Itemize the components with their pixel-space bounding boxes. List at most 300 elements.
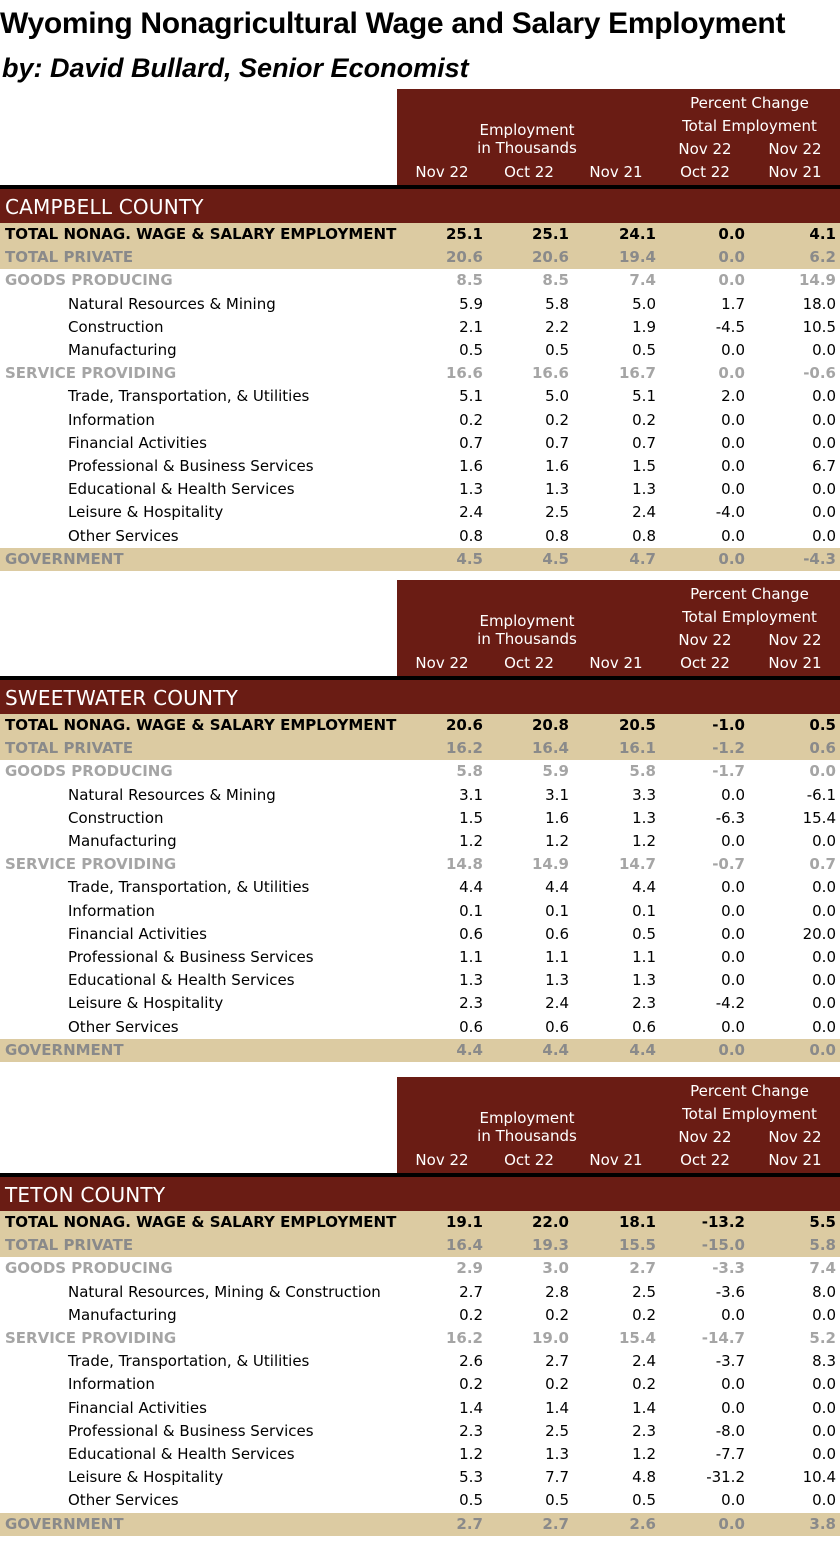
table-cell: 5.5: [809, 1213, 836, 1231]
table-row: [0, 876, 840, 899]
column-header: [397, 580, 840, 676]
table-cell: 1.9: [632, 317, 656, 336]
employment-header-line: in Thousands: [477, 1127, 577, 1145]
row-label: Trade, Transportation, & Utilities: [68, 387, 310, 406]
county-title-band: [0, 680, 840, 714]
table-cell: 1.1: [459, 948, 483, 966]
table-cell: 0.0: [812, 387, 836, 406]
table-cell: 4.5: [456, 549, 483, 568]
table-cell: 4.4: [545, 878, 569, 897]
row-label: SERVICE PROVIDING: [5, 364, 177, 383]
table-cell: 0.2: [632, 1305, 656, 1324]
column-header-label: Oct 22: [680, 654, 730, 672]
column-header-label: Nov 22: [678, 140, 732, 158]
table-cell: -4.0: [715, 503, 745, 522]
table-cell: 0.6: [459, 1017, 483, 1036]
table-cell: 0.5: [632, 341, 656, 359]
table-cell: 1.2: [459, 1445, 483, 1463]
row-label: Other Services: [68, 1491, 179, 1510]
table-row: [0, 830, 840, 853]
column-header-label: Oct 22: [504, 1151, 554, 1169]
table-cell: 0.0: [809, 1040, 836, 1059]
table-cell: 24.1: [618, 225, 656, 243]
table-row: [0, 1281, 840, 1304]
row-label: Leisure & Hospitality: [68, 1468, 224, 1487]
row-label: Construction: [68, 808, 164, 827]
row-label: Professional & Business Services: [68, 948, 314, 966]
table-cell: -1.7: [712, 762, 745, 781]
table-cell: 0.0: [812, 1017, 836, 1036]
table-cell: 0.8: [632, 526, 656, 545]
table-cell: 0.6: [545, 1017, 569, 1036]
table-cell: 25.1: [531, 225, 569, 243]
column-header-label: Nov 22: [768, 631, 822, 649]
row-label: GOODS PRODUCING: [5, 1259, 173, 1278]
row-label: Trade, Transportation, & Utilities: [68, 878, 310, 897]
table-cell: 16.2: [445, 1329, 483, 1347]
table-cell: 15.4: [802, 808, 836, 827]
table-cell: 0.0: [812, 410, 836, 429]
table-cell: 2.6: [459, 1352, 483, 1371]
table-row: [0, 316, 840, 339]
county-name: CAMPBELL COUNTY: [5, 195, 204, 219]
table-cell: 4.4: [456, 1040, 483, 1059]
table-cell: 0.5: [809, 716, 836, 734]
table-cell: 2.5: [545, 1421, 569, 1440]
table-cell: 2.7: [545, 1352, 569, 1371]
table-cell: 0.7: [459, 433, 483, 452]
table-cell: 0.0: [721, 878, 745, 897]
table-cell: 0.0: [718, 1040, 745, 1059]
table-cell: 16.7: [618, 364, 656, 383]
table-cell: 0.7: [809, 855, 836, 874]
table-cell: 1.3: [632, 808, 656, 827]
table-cell: 4.4: [632, 878, 656, 897]
county-name: TETON COUNTY: [5, 1183, 166, 1207]
table-cell: 1.7: [721, 294, 745, 313]
employment-header-line: Employment: [479, 121, 575, 139]
table-cell: 16.6: [445, 364, 483, 383]
table-cell: 0.0: [721, 785, 745, 804]
table-cell: 0.1: [459, 901, 483, 920]
table-cell: 0.0: [721, 832, 745, 850]
table-row: [0, 1420, 840, 1443]
table-row: [0, 246, 840, 269]
table-cell: 4.5: [542, 549, 569, 568]
table-cell: 10.4: [802, 1468, 836, 1487]
employment-header-line: in Thousands: [477, 139, 577, 157]
column-header-label: Nov 22: [415, 1151, 469, 1169]
table-cell: 4.7: [629, 549, 656, 568]
table-cell: 2.3: [632, 994, 656, 1013]
row-label: Construction: [68, 317, 164, 336]
table-cell: 0.0: [718, 248, 745, 267]
table-cell: 2.3: [459, 1421, 483, 1440]
table-row: [0, 923, 840, 946]
table-cell: 0.0: [812, 994, 836, 1013]
table-cell: 0.0: [812, 878, 836, 897]
row-label: Information: [68, 410, 155, 429]
table-cell: 2.1: [459, 317, 483, 336]
table-row: [0, 339, 840, 362]
column-header-label: Nov 22: [415, 163, 469, 181]
table-cell: 8.3: [812, 1352, 836, 1371]
table-cell: 0.0: [721, 433, 745, 452]
table-row: [0, 362, 840, 385]
table-row: [0, 1466, 840, 1489]
table-cell: 14.9: [798, 271, 836, 290]
table-cell: 0.5: [632, 1491, 656, 1510]
row-label: Information: [68, 1375, 155, 1394]
table-cell: 18.0: [802, 294, 836, 313]
table-cell: 0.5: [459, 341, 483, 359]
table-cell: 2.2: [545, 317, 569, 336]
table-row: [0, 1327, 840, 1350]
row-label: Manufacturing: [68, 832, 177, 850]
table-cell: 20.6: [445, 248, 483, 267]
table-cell: 7.4: [629, 271, 656, 290]
table-cell: 2.4: [545, 994, 569, 1013]
column-header-label: Nov 21: [768, 163, 822, 181]
table-cell: -6.3: [715, 808, 745, 827]
table-cell: 0.0: [721, 526, 745, 545]
table-cell: 0.0: [812, 832, 836, 850]
column-header-label: Oct 22: [504, 654, 554, 672]
employment-header-line: in Thousands: [477, 630, 577, 648]
table-cell: 10.5: [802, 317, 836, 336]
table-cell: 14.8: [445, 855, 483, 874]
table-cell: 1.2: [632, 832, 656, 850]
table-row: [0, 853, 840, 876]
table-row: [0, 784, 840, 807]
table-cell: 0.0: [812, 503, 836, 522]
table-cell: -1.0: [712, 716, 745, 734]
table-row: [0, 269, 840, 292]
column-header-label: Nov 22: [678, 631, 732, 649]
table-row: [0, 501, 840, 524]
column-header-label: Oct 22: [504, 163, 554, 181]
table-cell: 0.0: [812, 526, 836, 545]
table-row: [0, 478, 840, 501]
table-cell: 1.4: [459, 1398, 483, 1417]
table-row: [0, 737, 840, 760]
column-header-label: Nov 22: [415, 654, 469, 672]
percent-change-header-line: Total Employment: [682, 1105, 817, 1123]
table-row: [0, 1397, 840, 1420]
county-section: [0, 1077, 840, 1536]
table-cell: 20.6: [531, 248, 569, 267]
percent-change-header-line: Total Employment: [682, 608, 817, 626]
table-cell: 3.0: [542, 1259, 569, 1278]
column-header-label: Nov 21: [768, 1151, 822, 1169]
table-cell: 4.4: [542, 1040, 569, 1059]
row-label: Educational & Health Services: [68, 480, 295, 499]
row-label: Leisure & Hospitality: [68, 503, 224, 522]
table-cell: 0.0: [721, 971, 745, 990]
table-cell: 0.2: [545, 1375, 569, 1394]
table-cell: 5.8: [809, 1236, 836, 1255]
percent-change-header-line: Percent Change: [690, 585, 809, 603]
table-cell: 1.3: [545, 971, 569, 990]
column-header: [397, 1077, 840, 1173]
table-row: [0, 1443, 840, 1466]
table-cell: 1.6: [545, 808, 569, 827]
table-cell: 1.3: [632, 971, 656, 990]
table-cell: 1.5: [632, 457, 656, 475]
percent-change-header-line: Percent Change: [690, 94, 809, 112]
row-label: Trade, Transportation, & Utilities: [68, 1352, 310, 1371]
table-cell: 0.6: [809, 739, 836, 758]
table-cell: 0.2: [459, 410, 483, 429]
table-row: [0, 1304, 840, 1327]
table-row: [0, 1350, 840, 1373]
table-cell: 5.0: [632, 294, 656, 313]
table-cell: 0.2: [545, 410, 569, 429]
table-cell: 0.0: [718, 549, 745, 568]
county-section: [0, 580, 840, 1062]
table-cell: 6.2: [809, 248, 836, 267]
table-row: [0, 409, 840, 432]
table-cell: 0.0: [809, 762, 836, 781]
table-cell: 1.3: [632, 480, 656, 499]
table-cell: 2.8: [545, 1282, 569, 1301]
table-cell: 16.4: [445, 1236, 483, 1255]
column-header-label: Nov 21: [589, 163, 643, 181]
table-cell: 5.2: [809, 1329, 836, 1347]
table-cell: -4.2: [715, 994, 745, 1013]
row-label: Natural Resources & Mining: [68, 294, 276, 313]
table-cell: 8.0: [812, 1282, 836, 1301]
table-cell: 4.1: [809, 225, 836, 243]
table-cell: 3.1: [459, 785, 483, 804]
row-label: TOTAL PRIVATE: [5, 248, 134, 267]
table-cell: 19.3: [531, 1236, 569, 1255]
table-row: [0, 946, 840, 969]
table-cell: 0.0: [812, 1375, 836, 1394]
row-label: GOVERNMENT: [5, 549, 124, 568]
table-cell: 7.4: [809, 1259, 836, 1278]
table-row: [0, 760, 840, 783]
table-cell: 2.4: [459, 503, 483, 522]
table-row: [0, 293, 840, 316]
table-cell: 0.0: [812, 948, 836, 966]
table-cell: 2.5: [632, 1282, 656, 1301]
row-label: Financial Activities: [68, 433, 207, 452]
table-cell: 0.0: [721, 410, 745, 429]
table-cell: 1.6: [545, 457, 569, 475]
table-cell: 15.4: [618, 1329, 656, 1347]
row-label: TOTAL NONAG. WAGE & SALARY EMPLOYMENT: [5, 716, 397, 734]
column-header-label: Nov 22: [768, 1128, 822, 1146]
table-cell: 4.4: [459, 878, 483, 897]
table-cell: 0.0: [721, 341, 745, 359]
column-header: [397, 89, 840, 185]
table-cell: 5.0: [545, 387, 569, 406]
table-cell: 0.0: [812, 1491, 836, 1510]
table-cell: 5.8: [456, 762, 483, 781]
row-label: TOTAL NONAG. WAGE & SALARY EMPLOYMENT: [5, 1213, 397, 1231]
table-row: [0, 969, 840, 992]
table-cell: -14.7: [701, 1329, 745, 1347]
column-header-label: Nov 22: [678, 1128, 732, 1146]
table-cell: 0.0: [721, 457, 745, 475]
table-cell: -4.3: [803, 549, 836, 568]
table-cell: 0.0: [812, 433, 836, 452]
table-cell: 0.7: [632, 433, 656, 452]
table-cell: 25.1: [445, 225, 483, 243]
table-cell: 3.3: [632, 785, 656, 804]
row-label: Information: [68, 901, 155, 920]
table-cell: 0.2: [459, 1305, 483, 1324]
row-label: Financial Activities: [68, 1398, 207, 1417]
table-row: [0, 714, 840, 737]
employment-header-line: Employment: [479, 1109, 575, 1127]
table-cell: 0.0: [721, 901, 745, 920]
table-cell: 18.1: [618, 1213, 656, 1231]
table-cell: -15.0: [701, 1236, 745, 1255]
row-label: GOODS PRODUCING: [5, 271, 173, 290]
table-cell: 0.0: [721, 1375, 745, 1394]
table-cell: 1.6: [459, 457, 483, 475]
table-row: [0, 1039, 840, 1062]
percent-change-header-line: Percent Change: [690, 1082, 809, 1100]
table-cell: 15.5: [618, 1236, 656, 1255]
row-label: Natural Resources, Mining & Construction: [68, 1282, 381, 1301]
table-cell: 0.1: [632, 901, 656, 920]
table-cell: 20.0: [802, 924, 836, 943]
table-cell: 16.2: [445, 739, 483, 758]
table-cell: 0.0: [812, 480, 836, 499]
table-row: [0, 1373, 840, 1396]
table-cell: -3.7: [715, 1352, 745, 1371]
row-label: SERVICE PROVIDING: [5, 855, 177, 874]
table-cell: 5.9: [542, 762, 569, 781]
table-cell: -3.6: [715, 1282, 745, 1301]
table-cell: 16.1: [618, 739, 656, 758]
table-cell: 19.4: [618, 248, 656, 267]
table-cell: 5.3: [459, 1468, 483, 1487]
table-cell: 0.6: [545, 924, 569, 943]
table-cell: -31.2: [706, 1468, 745, 1487]
table-cell: 19.1: [445, 1213, 483, 1231]
table-cell: 2.7: [456, 1514, 483, 1533]
row-label: TOTAL NONAG. WAGE & SALARY EMPLOYMENT: [5, 225, 397, 243]
table-cell: 2.7: [629, 1259, 656, 1278]
table-cell: -4.5: [715, 317, 745, 336]
table-cell: 1.3: [545, 480, 569, 499]
table-cell: 0.0: [718, 364, 745, 383]
table-cell: 0.5: [545, 1491, 569, 1510]
table-cell: 1.1: [545, 948, 569, 966]
table-cell: 0.0: [721, 1017, 745, 1036]
row-label: Manufacturing: [68, 341, 177, 359]
column-header-label: Nov 21: [768, 654, 822, 672]
table-cell: -7.7: [715, 1445, 745, 1463]
table-cell: -0.6: [803, 364, 836, 383]
county-name: SWEETWATER COUNTY: [5, 686, 239, 710]
table-cell: 2.5: [545, 503, 569, 522]
column-header-label: Oct 22: [680, 163, 730, 181]
table-cell: 4.8: [632, 1468, 656, 1487]
table-row: [0, 992, 840, 1015]
table-cell: 5.9: [459, 294, 483, 313]
table-row: [0, 385, 840, 408]
table-cell: 0.0: [718, 271, 745, 290]
table-cell: 2.9: [456, 1259, 483, 1278]
table-cell: 5.8: [545, 294, 569, 313]
table-cell: 0.0: [718, 225, 745, 243]
table-cell: 0.0: [812, 1398, 836, 1417]
table-cell: 1.4: [545, 1398, 569, 1417]
table-cell: 0.6: [459, 924, 483, 943]
column-header-label: Oct 22: [680, 1151, 730, 1169]
percent-change-header-line: Total Employment: [682, 117, 817, 135]
page-title: Wyoming Nonagricultural Wage and Salary Employment: [0, 7, 786, 40]
table-row: [0, 1234, 840, 1257]
table-cell: 0.0: [812, 1421, 836, 1440]
table-row: [0, 1489, 840, 1512]
table-cell: 0.0: [721, 1491, 745, 1510]
table-cell: 0.5: [459, 1491, 483, 1510]
table-cell: 2.4: [632, 1352, 656, 1371]
row-label: Other Services: [68, 1017, 179, 1036]
table-cell: 0.0: [812, 1445, 836, 1463]
table-cell: 20.8: [531, 716, 569, 734]
table-cell: -1.2: [712, 739, 745, 758]
table-cell: 0.2: [459, 1375, 483, 1394]
table-cell: 0.2: [545, 1305, 569, 1324]
table-cell: 0.0: [721, 480, 745, 499]
table-cell: 2.3: [459, 994, 483, 1013]
table-row: [0, 1211, 840, 1234]
row-label: GOVERNMENT: [5, 1514, 124, 1533]
row-label: Professional & Business Services: [68, 457, 314, 475]
table-row: [0, 1513, 840, 1536]
table-cell: 0.5: [632, 924, 656, 943]
table-cell: 2.3: [632, 1421, 656, 1440]
column-header-label: Nov 22: [768, 140, 822, 158]
table-cell: 5.1: [459, 387, 483, 406]
table-cell: 3.8: [809, 1514, 836, 1533]
table-cell: 3.1: [545, 785, 569, 804]
table-cell: 0.0: [721, 948, 745, 966]
column-header-label: Nov 21: [589, 1151, 643, 1169]
table-cell: 1.1: [632, 948, 656, 966]
table-cell: 19.0: [531, 1329, 569, 1347]
table-cell: 1.2: [545, 832, 569, 850]
table-row: [0, 548, 840, 571]
table-cell: 0.0: [721, 1305, 745, 1324]
table-cell: 16.6: [531, 364, 569, 383]
table-cell: 7.7: [545, 1468, 569, 1487]
page-subtitle: by: David Bullard, Senior Economist: [2, 53, 469, 83]
table-cell: -13.2: [701, 1213, 745, 1231]
table-cell: 2.7: [459, 1282, 483, 1301]
row-label: Manufacturing: [68, 1305, 177, 1324]
row-label: GOVERNMENT: [5, 1040, 124, 1059]
county-section: [0, 89, 840, 571]
table-cell: 2.7: [542, 1514, 569, 1533]
table-row: [0, 900, 840, 923]
table-cell: 8.5: [456, 271, 483, 290]
table-cell: 0.8: [545, 526, 569, 545]
table-cell: 1.5: [459, 808, 483, 827]
row-label: Natural Resources & Mining: [68, 785, 276, 804]
table-cell: -0.7: [712, 855, 745, 874]
table-cell: 4.4: [629, 1040, 656, 1059]
table-cell: 0.5: [545, 341, 569, 359]
table-cell: -8.0: [715, 1421, 745, 1440]
